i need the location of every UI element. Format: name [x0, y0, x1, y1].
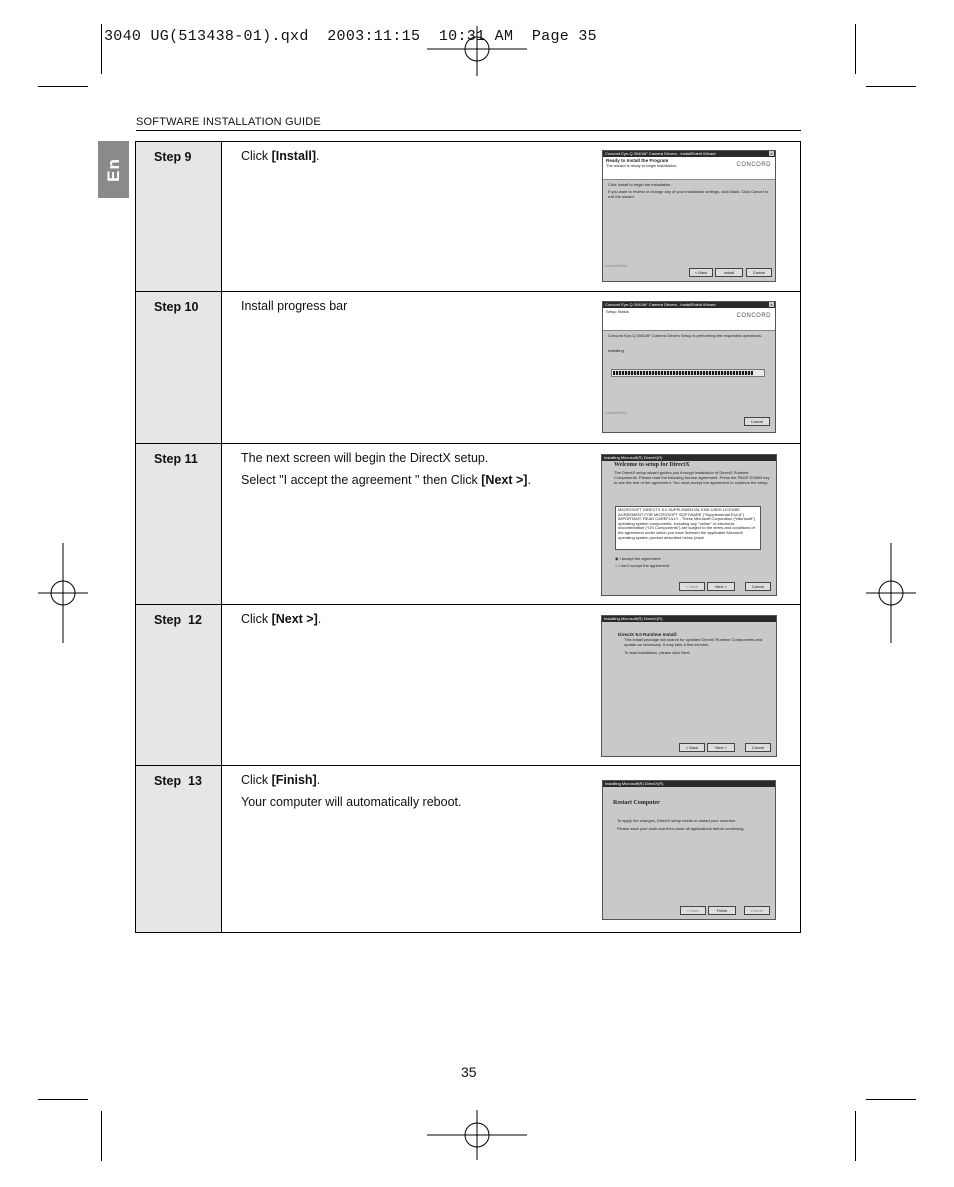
directx-screenshot: Installing Microsoft(R) DirectX(R) DirectX 9.0 Runtime Install: This install package will search for updated DirectX Runtime Components and update as necessary. It may take a few minutes. To start installation, please click Next. < Back Next > Cancel: [601, 615, 777, 757]
file-header: 3040 UG(513438-01).qxd 2003:11:15 10:31 AM Page 35: [104, 28, 597, 45]
window-titlebar: Installing Microsoft(R) DirectX(R): [602, 455, 776, 461]
instruction-line: Click [Install].: [241, 149, 320, 163]
crop-mark: [866, 1099, 916, 1100]
section-divider: [136, 130, 801, 131]
license-text-box: MICROSOFT DIRECTX 9.0 SUPPLEMENTAL END USER LICENSE AGREEMENT FOR MICROSOFT SOFTWARE ("Supplemental EULA") IMPORTANT: READ CAREFULLY - These Microsoft Corporation ("Microsoft") operating system components, including any "online" or electronic documentation ("OS Components") are subject to the terms and conditions of the agreement under which you have licensed the applicable Microsoft operating system product described below (each: [615, 506, 761, 550]
back-button: < Back: [680, 906, 706, 915]
crop-mark: [101, 1111, 102, 1161]
registration-mark-right: [866, 543, 916, 643]
instruction-line: The next screen will begin the DirectX setup.: [241, 451, 489, 465]
installer-screenshot: Concord Eye-Q 3040AF Camera Drivers - InstallShield Wizard x Setup Status CONCORD Concord Eye-Q 3040AF Camera Drivers Setup is performing the requested operations. Installing InstallShield Cancel: [602, 301, 776, 433]
install-button: Install: [715, 268, 743, 277]
progress-bar: [611, 369, 765, 377]
step-label-cell: [136, 766, 222, 933]
crop-mark: [866, 86, 916, 87]
cancel-button: Cancel: [744, 906, 770, 915]
instruction-line: Click [Next >].: [241, 612, 322, 626]
step-label: Step 10: [154, 300, 199, 314]
registration-mark-left: [38, 543, 88, 643]
cancel-button: Cancel: [745, 743, 771, 752]
steps-table: [135, 141, 801, 933]
next-button: Next >: [707, 743, 735, 752]
instruction-line: Select "I accept the agreement " then Click [Next >].: [241, 473, 531, 487]
next-button: Next >: [707, 582, 735, 591]
step-row: [136, 444, 801, 605]
step-label: Step 12: [154, 613, 202, 627]
step-row: [136, 142, 801, 292]
step-label: Step 13: [154, 774, 202, 788]
concord-logo: CONCORD: [736, 162, 771, 168]
cancel-button: Cancel: [745, 582, 771, 591]
step-row: [136, 766, 801, 933]
language-tab-label: En: [103, 157, 123, 182]
step-row: [136, 605, 801, 766]
instruction-line: Click [Finish].: [241, 773, 321, 787]
window-titlebar: Concord Eye-Q 3040AF Camera Drivers - InstallShield Wizard x: [603, 302, 775, 308]
language-tab: [98, 141, 129, 198]
finish-button: Finish: [708, 906, 736, 915]
directx-screenshot: Installing Microsoft(R) DirectX(R) Welcome to setup for DirectX The DirectX setup wizard guides you through installation of DirectX Runtime Components. Please read the following license agreement. Press the PAGE DOWN key to see the rest of the agreement. You must accept the agreement to continue the setup. MICROSOFT DIRECTX 9.0 SUPPLEMENTAL END USER LICENSE AGREEMENT FOR MICROSOFT SOFTWARE ("Supplemental EULA") IMPORTANT: READ CAREFULLY - These Microsoft Corporation ("Microsoft") operating system components, including any "online" or electronic documentation ("OS Components") are subject to the terms and conditions of the agreement under which you have licensed the applicable Microsoft operating system product described below (each ◉ I accept the agreement ○ I don't accept the agreement < Back Next > Cancel: [601, 454, 777, 596]
page-number: 35: [461, 1064, 477, 1080]
back-button: < Back: [689, 268, 713, 277]
section-title: SOFTWARE INSTALLATION GUIDE: [136, 116, 321, 128]
step-content-cell: [222, 292, 801, 444]
crop-mark: [38, 86, 88, 87]
window-titlebar: Concord Eye-Q 3040AF Camera Drivers - InstallShield Wizard x: [603, 151, 775, 157]
window-titlebar: Installing Microsoft(R) DirectX(R): [602, 616, 776, 622]
accept-radio: ◉ I accept the agreement: [615, 556, 661, 561]
cancel-button: Cancel: [746, 268, 772, 277]
back-button: < Back: [679, 582, 705, 591]
crop-mark: [855, 1111, 856, 1161]
close-icon: x: [770, 302, 773, 307]
concord-logo: CONCORD: [736, 313, 771, 319]
step-content-cell: [222, 605, 801, 766]
instruction-line: Install progress bar: [241, 299, 348, 313]
step-label-cell: [136, 605, 222, 766]
step-label-cell: [136, 142, 222, 292]
decline-radio: ○ I don't accept the agreement: [615, 563, 670, 568]
back-button: < Back: [679, 743, 705, 752]
crop-mark: [855, 24, 856, 74]
step-content-cell: [222, 444, 801, 605]
step-row: [136, 292, 801, 444]
directx-screenshot: Installing Microsoft(R) DirectX(R) Restart Computer To apply the changes, DirectX setup needs to restart your machine. Please save your work and then close all applications before continuing. < Back Finish Cancel: [602, 780, 776, 920]
registration-mark-bottom: [427, 1110, 527, 1160]
window-titlebar: Installing Microsoft(R) DirectX(R): [603, 781, 775, 787]
step-content-cell: [222, 142, 801, 292]
registration-mark-top: [427, 26, 527, 76]
progress-fill: [613, 371, 753, 375]
crop-mark: [38, 1099, 88, 1100]
step-label: Step 11: [154, 452, 198, 466]
step-content-cell: [222, 766, 801, 933]
step-label-cell: [136, 444, 222, 605]
step-label: Step 9: [154, 150, 192, 164]
step-label-cell: [136, 292, 222, 444]
cancel-button: Cancel: [744, 417, 770, 426]
crop-mark: [101, 24, 102, 74]
installer-screenshot: Concord Eye-Q 3040AF Camera Drivers - InstallShield Wizard x Ready to Install the Program The wizard is ready to begin installation. CONCORD Click Install to begin the installation. If you want to review or change any of your installation settings, click Back. Click Cancel to exit the wizard. InstallShield < Back Install Cancel: [602, 150, 776, 282]
close-icon: x: [770, 151, 773, 156]
instruction-line: Your computer will automatically reboot.: [241, 795, 462, 809]
